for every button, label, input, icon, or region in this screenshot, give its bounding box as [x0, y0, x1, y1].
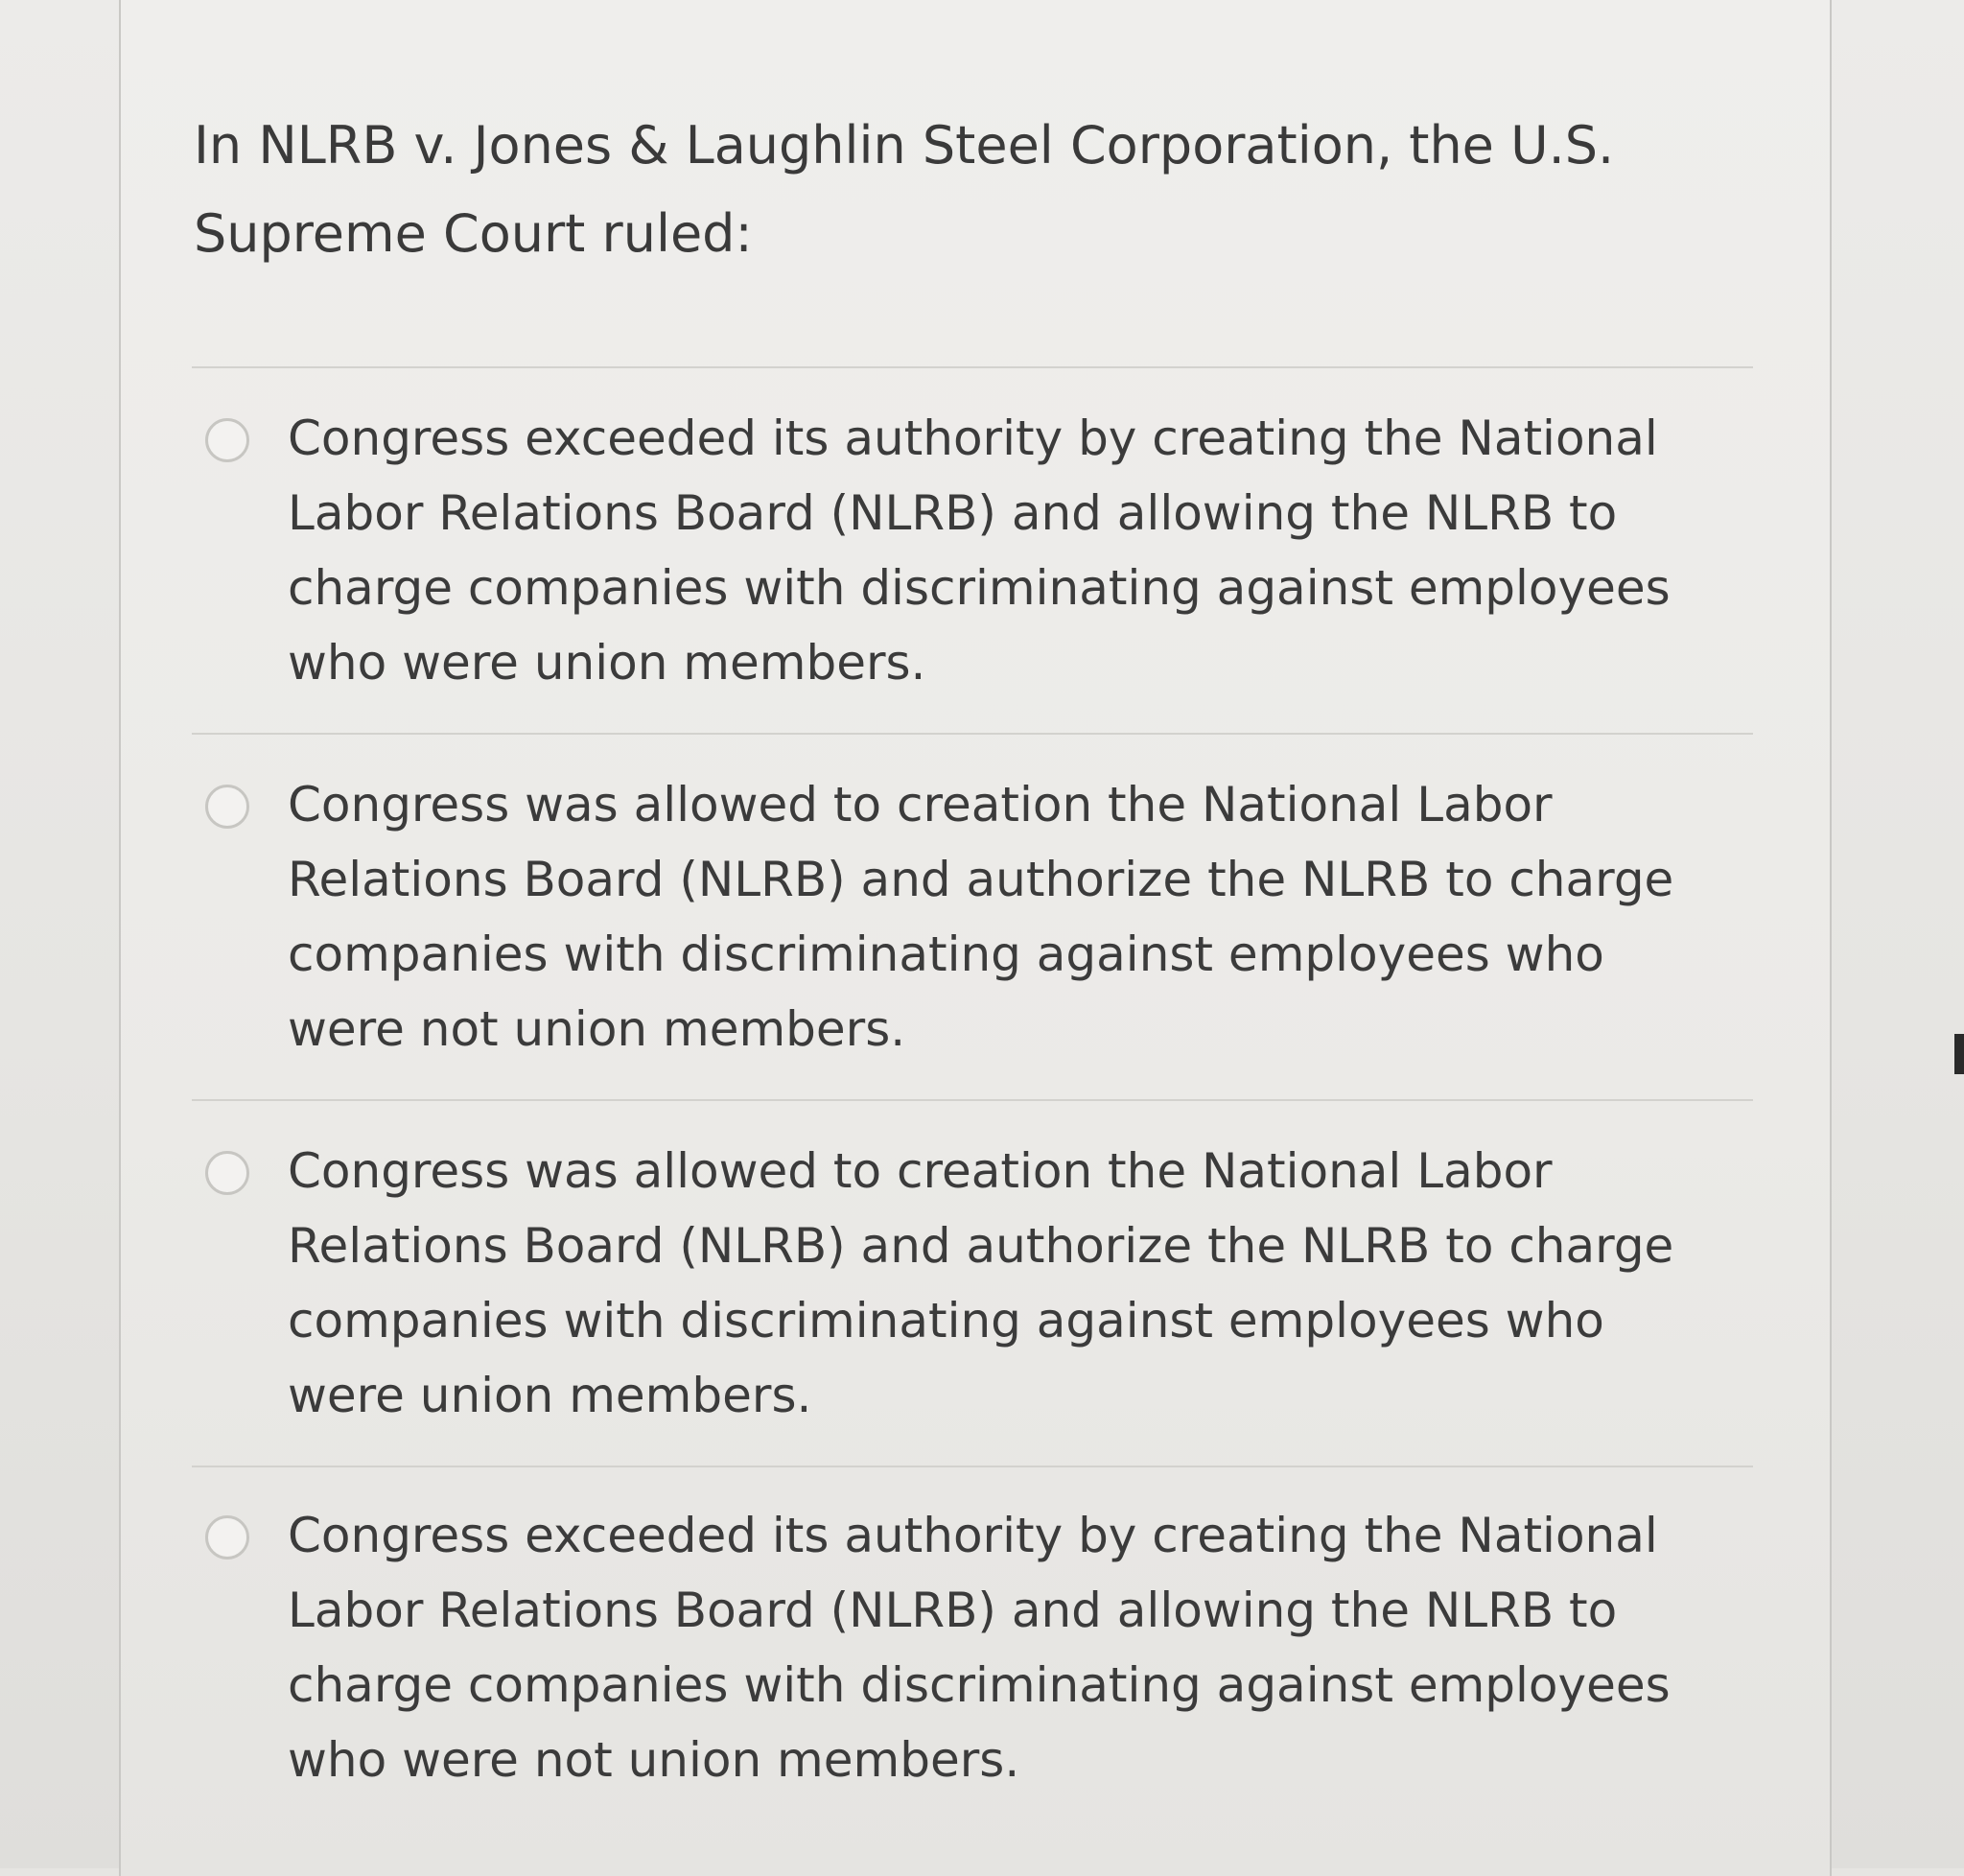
answer-option-4-label: Congress exceeded its authority by creating the National Labor Relations Board (NLRB) and allowing the NLRB to charge companies with discriminating against employees who were not union members.: [288, 1508, 1671, 1788]
answer-option-3[interactable]: [205, 1134, 1740, 1433]
answer-option-2-label: Congress was allowed to creation the National Labor Relations Board (NLRB) and authorize the NLRB to charge companies with discriminating against employees who were not union members.: [288, 777, 1674, 1057]
radio-button-4[interactable]: [205, 1515, 249, 1559]
radio-button-1[interactable]: [205, 418, 249, 462]
divider: [192, 366, 1753, 368]
radio-button-3[interactable]: [205, 1151, 249, 1195]
answer-option-4[interactable]: [205, 1498, 1740, 1797]
question-text: In NLRB v. Jones & Laughlin Steel Corporation, the U.S. Supreme Court ruled:: [194, 115, 1615, 264]
answer-option-3-label: Congress was allowed to creation the National Labor Relations Board (NLRB) and authorize the NLRB to charge companies with discriminating against employees who were union members.: [288, 1143, 1674, 1423]
divider: [192, 733, 1753, 735]
answer-option-2[interactable]: [205, 767, 1740, 1067]
divider: [192, 1466, 1753, 1467]
answer-option-1[interactable]: [205, 401, 1740, 700]
answer-option-1-label: Congress exceeded its authority by creating the National Labor Relations Board (NLRB) and allowing the NLRB to charge companies with discriminating against employees who were union members.: [288, 410, 1671, 691]
divider: [192, 1099, 1753, 1101]
radio-button-2[interactable]: [205, 785, 249, 829]
edge-marker: [1954, 1034, 1964, 1074]
